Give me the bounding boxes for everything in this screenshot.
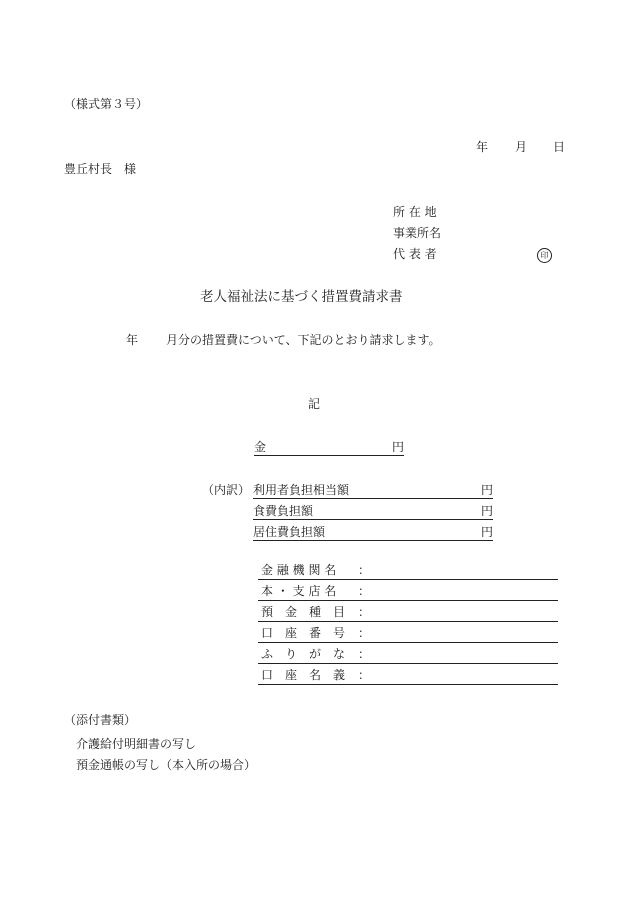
bank-field-label: 口 座 番 号 <box>261 626 346 640</box>
bank-field-colon: ： <box>358 584 371 598</box>
bank-field-colon: ： <box>358 563 371 577</box>
breakdown-item-unit: 円 <box>480 525 493 539</box>
breakdown-row <box>253 482 493 499</box>
breakdown-item-label: 食費負担額 <box>253 504 314 518</box>
breakdown-item-unit: 円 <box>480 504 493 518</box>
bank-field-colon: ： <box>358 626 371 640</box>
document-title: 老人福祉法に基づく措置費請求書 <box>200 289 403 305</box>
amount-label: 金 <box>254 440 267 454</box>
attachment-item: 預金通帳の写し（本入所の場合） <box>76 758 257 772</box>
address-label: 所 在 地 <box>393 205 437 219</box>
amount-line <box>254 439 404 456</box>
bank-field-colon: ： <box>358 647 371 661</box>
body-text: 月分の措置費について、下記のとおり請求します。 <box>166 333 441 347</box>
bank-row-furigana <box>258 645 558 664</box>
bank-field-label: 口 座 名 義 <box>261 668 346 682</box>
bank-field-label: ふ り が な <box>261 647 346 661</box>
bank-row-branch <box>258 582 558 601</box>
date-year-label: 年 <box>476 140 489 154</box>
attachment-item: 介護給付明細書の写し <box>76 737 197 751</box>
addressee: 豊丘村長 様 <box>64 162 137 176</box>
attachments-heading: （添付書類） <box>64 713 137 727</box>
breakdown-item-label: 利用者負担相当額 <box>253 483 350 497</box>
bank-field-label: 預 金 種 目 <box>261 605 346 619</box>
seal-mark <box>537 246 552 263</box>
bank-row-account-type <box>258 603 558 622</box>
office-name-label: 事業所名 <box>393 226 442 240</box>
breakdown-label: （内訳） <box>202 483 251 497</box>
bank-field-colon: ： <box>358 605 371 619</box>
bank-row-institution <box>258 561 558 580</box>
date-day-label: 日 <box>553 140 566 154</box>
bank-field-label: 本 ・ 支 店 名 <box>261 584 337 598</box>
bank-row-account-holder <box>258 666 558 685</box>
bank-row-account-number <box>258 624 558 643</box>
amount-unit: 円 <box>391 440 404 454</box>
breakdown-item-label: 居住費負担額 <box>253 525 326 539</box>
body-year: 年 <box>126 333 139 347</box>
seal-circle: 印 <box>537 248 552 263</box>
bank-field-colon: ： <box>358 668 371 682</box>
ki-label: 記 <box>308 397 321 411</box>
representative-label: 代 表 者 <box>393 247 437 261</box>
breakdown-row <box>253 524 493 541</box>
breakdown-item-unit: 円 <box>480 483 493 497</box>
bank-field-label: 金 融 機 関 名 <box>261 563 337 577</box>
form-number: （様式第３号） <box>64 97 149 111</box>
date-month-label: 月 <box>515 140 528 154</box>
breakdown-row <box>253 503 493 520</box>
